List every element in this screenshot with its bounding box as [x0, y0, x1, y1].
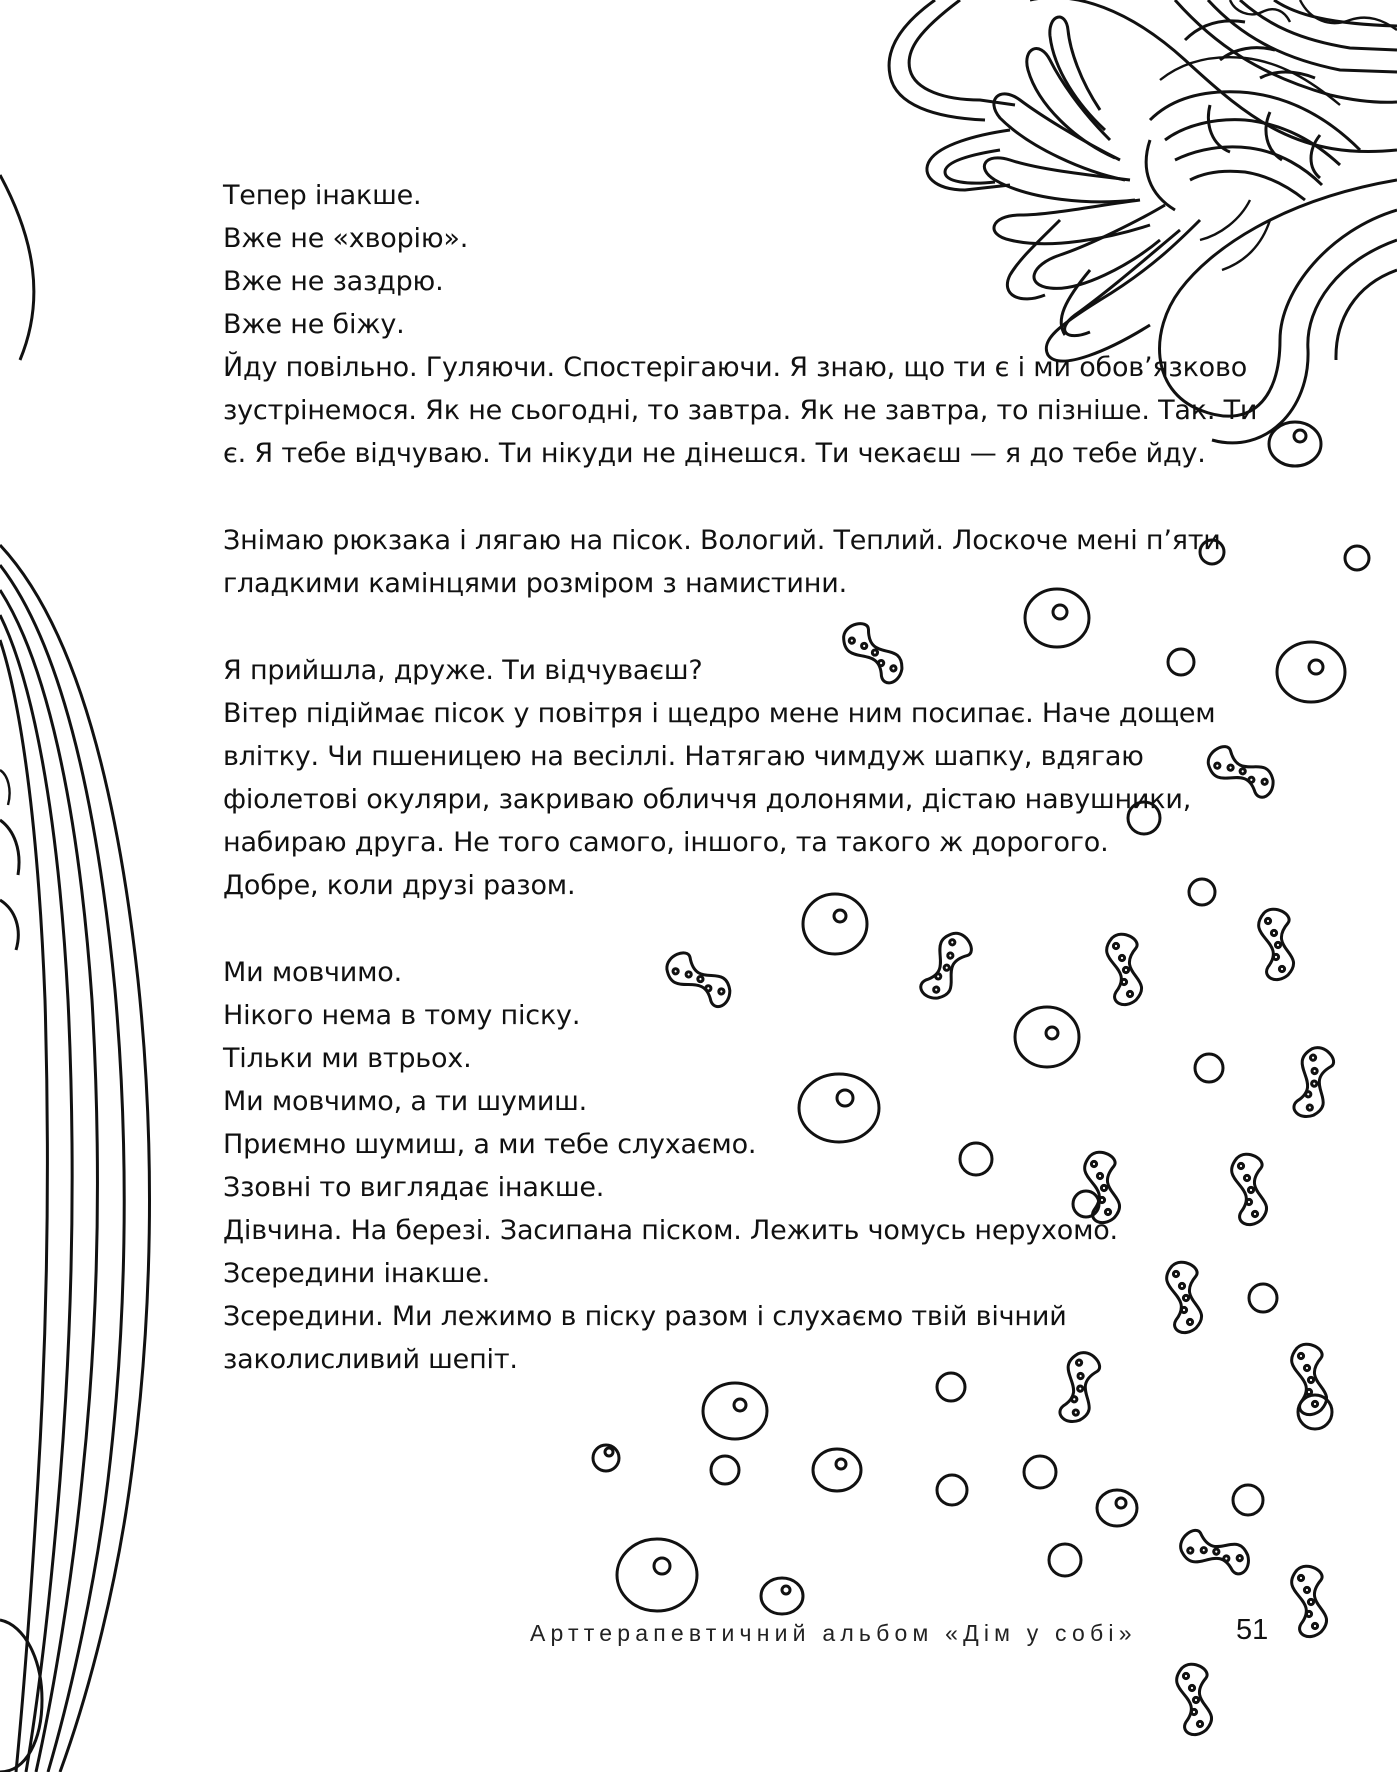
- text-line: Тепер інакше.: [223, 180, 422, 211]
- text-line: Вже не заздрю.: [223, 266, 444, 297]
- text-line: Нікого нема в тому піску.: [223, 1000, 581, 1031]
- text-line: є. Я тебе відчуваю. Ти нікуди не дінешся. Ти чекаєш — я до тебе йду.: [223, 438, 1206, 469]
- text-line: Ми мовчимо.: [223, 957, 402, 988]
- text-line: Зсередини. Ми лежимо в піску разом і слухаємо твій вічний: [223, 1301, 1067, 1332]
- text-line: Добре, коли друзі разом.: [223, 870, 576, 901]
- text-line: влітку. Чи пшеницею на весіллі. Натягаю чимдуж шапку, вдягаю: [223, 741, 1144, 772]
- page-number: 51: [1236, 1614, 1269, 1646]
- text-line: Вітер підіймає пісок у повітря і щедро мене ним посипає. Наче дощем: [223, 698, 1216, 729]
- footer-caption: Арттерапевтичний альбом «Дім у собі»: [530, 1620, 1137, 1646]
- text-line: Вже не біжу.: [223, 309, 405, 340]
- text-line: фіолетові окуляри, закриваю обличчя долонями, дістаю навушники,: [223, 784, 1192, 815]
- text-line: Приємно шумиш, а ми тебе слухаємо.: [223, 1129, 757, 1160]
- text-line: Йду повільно. Гуляючи. Спостерігаючи. Я знаю, що ти є і ми обов’язково: [223, 352, 1248, 383]
- text-line: зустрінемося. Як не сьогодні, то завтра. Як не завтра, то пізніше. Так. Ти: [223, 395, 1258, 426]
- text-line: Тільки ми втрьох.: [223, 1043, 472, 1074]
- text-line: Ми мовчимо, а ти шумиш.: [223, 1086, 588, 1117]
- text-line: Ззовні то виглядає інакше.: [223, 1172, 605, 1203]
- left-ribbon-lines: [0, 175, 149, 1772]
- text-line: гладкими камінцями розміром з намистини.: [223, 568, 847, 599]
- text-line: Вже не «хворію».: [223, 223, 469, 254]
- text-line: заколисливий шепіт.: [223, 1344, 518, 1375]
- text-line: набираю друга. Не того самого, іншого, та такого ж дорогого.: [223, 827, 1109, 858]
- text-line: Дівчина. На березі. Засипана піском. Лежить чомусь нерухомо.: [223, 1215, 1118, 1246]
- text-line: Знімаю рюкзака і лягаю на пісок. Вологий. Теплий. Лоскоче мені п’яти: [223, 525, 1221, 556]
- text-line: Я прийшла, друже. Ти відчуваєш?: [223, 655, 703, 686]
- text-line: Зсередини інакше.: [223, 1258, 491, 1289]
